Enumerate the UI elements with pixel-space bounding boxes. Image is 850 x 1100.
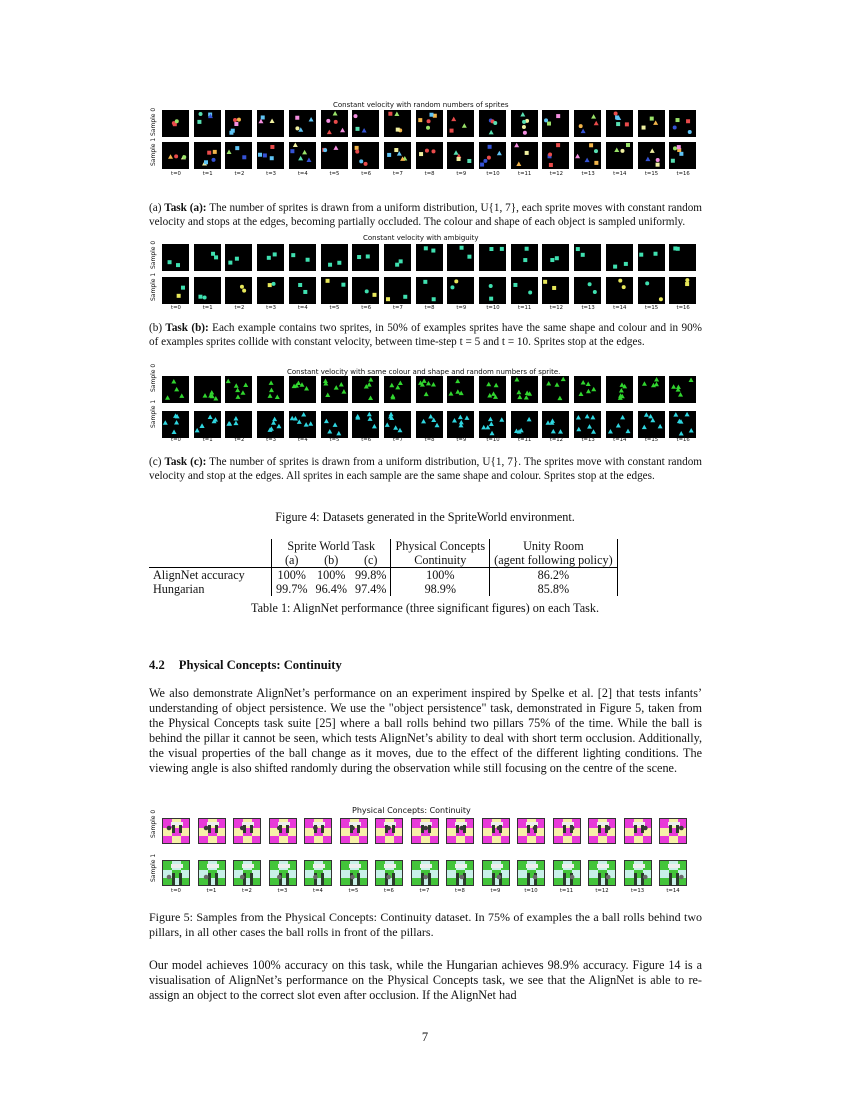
- table-sub-header: (b): [324, 553, 339, 567]
- frame-thumbnail: [669, 277, 696, 304]
- frame-thumbnail: [479, 244, 506, 271]
- frame-thumbnail: [269, 818, 297, 844]
- time-tick-label: t=3: [266, 305, 277, 311]
- time-tick-label: t=12: [595, 888, 609, 894]
- frame-thumbnail: [225, 142, 252, 169]
- frame-thumbnail: [225, 376, 252, 403]
- time-tick-label: t=9: [456, 437, 467, 443]
- frame-thumbnail: [588, 860, 616, 886]
- frame-thumbnail: [162, 860, 190, 886]
- panel-a-title: Constant velocity with random numbers of sprites: [333, 101, 509, 109]
- frame-thumbnail: [352, 142, 379, 169]
- frame-thumbnail: [257, 411, 284, 438]
- frame-thumbnail: [384, 142, 411, 169]
- panel-b-sample0-label: Sample 0: [150, 240, 157, 269]
- time-tick-label: t=1: [202, 305, 213, 311]
- frame-thumbnail: [352, 244, 379, 271]
- frame-thumbnail: [511, 142, 538, 169]
- frame-thumbnail: [340, 860, 368, 886]
- frame-thumbnail: [162, 376, 189, 403]
- frame-thumbnail: [194, 244, 221, 271]
- panel-b-caption-prefix: (b): [149, 322, 166, 334]
- time-tick-label: t=16: [676, 171, 690, 177]
- time-tick-label: t=3: [266, 171, 277, 177]
- frame-thumbnail: [479, 142, 506, 169]
- panel-c-title: Constant velocity with same colour and shape and random numbers of sprite.: [287, 368, 561, 376]
- frame-thumbnail: [233, 860, 261, 886]
- time-tick-label: t=1: [202, 171, 213, 177]
- time-tick-label: t=6: [361, 171, 372, 177]
- frame-thumbnail: [553, 860, 581, 886]
- time-tick-label: t=0: [171, 437, 181, 443]
- frame-thumbnail: [669, 376, 696, 403]
- frame-thumbnail: [194, 110, 221, 137]
- table-row: [149, 582, 617, 596]
- panel-a-sample0-label: Sample 0: [150, 107, 157, 136]
- frame-thumbnail: [198, 860, 226, 886]
- frame-thumbnail: [638, 244, 665, 271]
- frame-thumbnail: [511, 244, 538, 271]
- table-row: [149, 568, 617, 583]
- frame-thumbnail: [194, 142, 221, 169]
- panel-c-sample0-label: Sample 0: [150, 363, 157, 392]
- frame-thumbnail: [198, 818, 226, 844]
- frame-thumbnail: [574, 142, 601, 169]
- time-tick-label: t=10: [486, 305, 500, 311]
- table-group-header: Unity Room: [490, 539, 617, 553]
- frame-thumbnail: [606, 110, 633, 137]
- time-tick-label: t=12: [549, 305, 564, 311]
- frame-thumbnail: [416, 110, 443, 137]
- time-tick-label: t=11: [518, 437, 532, 443]
- frame-thumbnail: [511, 411, 538, 438]
- frame-thumbnail: [479, 110, 506, 137]
- time-tick-label: t=11: [518, 305, 532, 311]
- time-tick-label: t=3: [266, 437, 277, 443]
- frame-thumbnail: [606, 244, 633, 271]
- frame-thumbnail: [225, 277, 252, 304]
- paragraph-object-persistence: We also demonstrate AlignNet’s performance on an experiment inspired by Spelke et al. [2] that tests infants’ understanding of object persistence. We use the "object persistence" task, demonstrated in Figure 5, taken from the Physical Concepts task suite [25] where a ball rolls behind two pillars 75% of the time. While the ball is behind the pillar it cannot be seen, which tests AlignNet’s ability to deal with short term occlusion. Additionally, the visual properties of the ball change as it moves, due to the effect of the different lighting conditions. The viewing angle is also shifted randomly during the observation while still focusing on the centre of the scene.: [149, 686, 702, 776]
- frame-thumbnail: [479, 277, 506, 304]
- time-tick-label: t=15: [644, 437, 659, 443]
- frame-thumbnail: [606, 277, 633, 304]
- time-tick-label: t=0: [171, 888, 181, 894]
- table-cell: 96.4%: [315, 582, 347, 596]
- panel-b-title: Constant velocity with ambiguity: [363, 234, 479, 242]
- frame-thumbnail: [352, 110, 379, 137]
- time-tick-label: t=8: [424, 437, 435, 443]
- panel-a-caption: [149, 202, 702, 229]
- figure5-caption: Figure 5: Samples from the Physical Concepts: Continuity dataset. In 75% of examples the a ball rolls behind two pillars, in all other cases the ball rolls in front of the pillars.: [149, 910, 702, 939]
- frame-thumbnail: [289, 142, 316, 169]
- frame-thumbnail: [638, 411, 665, 438]
- frame-thumbnail: [269, 860, 297, 886]
- table-cell: 86.2%: [490, 568, 617, 583]
- time-tick-label: t=0: [171, 305, 181, 311]
- frame-thumbnail: [352, 376, 379, 403]
- frame-thumbnail: [669, 110, 696, 137]
- frame-thumbnail: [257, 277, 284, 304]
- frame-thumbnail: [411, 860, 439, 886]
- time-tick-label: t=9: [456, 305, 467, 311]
- table-cell: 85.8%: [490, 582, 617, 596]
- frame-thumbnail: [225, 411, 252, 438]
- frame-thumbnail: [482, 818, 510, 844]
- frame-thumbnail: [542, 142, 569, 169]
- frame-thumbnail: [542, 411, 569, 438]
- frame-thumbnail: [257, 110, 284, 137]
- frame-thumbnail: [416, 277, 443, 304]
- frame-thumbnail: [659, 860, 687, 886]
- table-cell: 99.7%: [272, 582, 312, 596]
- time-tick-label: t=15: [644, 305, 659, 311]
- table-cell: 100%: [272, 568, 312, 583]
- frame-thumbnail: [289, 277, 316, 304]
- time-tick-label: t=13: [581, 305, 595, 311]
- table-group-header: Sprite World Task: [272, 539, 391, 553]
- section-heading: [149, 658, 342, 673]
- table-sub-header: (c): [363, 553, 378, 567]
- frame-thumbnail: [606, 376, 633, 403]
- frame-thumbnail: [416, 411, 443, 438]
- time-tick-label: t=1: [206, 888, 217, 894]
- frame-thumbnail: [416, 142, 443, 169]
- frame-thumbnail: [225, 110, 252, 137]
- section-title: Physical Concepts: Continuity: [178, 658, 342, 672]
- frame-thumbnail: [352, 277, 379, 304]
- table-sub-header: Continuity: [391, 553, 490, 568]
- figure5-sample0-label: Sample 0: [150, 809, 157, 838]
- frame-thumbnail: [606, 411, 633, 438]
- frame-thumbnail: [233, 818, 261, 844]
- frame-thumbnail: [446, 818, 474, 844]
- frame-thumbnail: [447, 411, 474, 438]
- panel-c-caption-prefix: (c): [149, 456, 165, 468]
- results-table: [149, 539, 618, 596]
- frame-thumbnail: [304, 860, 332, 886]
- frame-thumbnail: [574, 110, 601, 137]
- time-tick-label: t=7: [419, 888, 430, 894]
- frame-thumbnail: [574, 244, 601, 271]
- frame-thumbnail: [553, 818, 581, 844]
- time-tick-label: t=7: [392, 305, 403, 311]
- table-sub-header: (a): [272, 553, 312, 568]
- frame-thumbnail: [659, 818, 687, 844]
- frame-thumbnail: [479, 411, 506, 438]
- frame-thumbnail: [257, 376, 284, 403]
- panel-c-caption-text: The number of sprites is drawn from a uniform distribution, U{1, 7}. The sprites move with constant random velocity and stop at the edges. All sprites in each sample are the same shape and colour. Sprites stop at the edges.: [149, 456, 703, 482]
- frame-thumbnail: [162, 244, 189, 271]
- frame-thumbnail: [384, 376, 411, 403]
- frame-thumbnail: [411, 818, 439, 844]
- time-tick-label: t=14: [613, 305, 627, 311]
- time-tick-label: t=12: [549, 437, 564, 443]
- time-tick-label: t=13: [581, 171, 595, 177]
- page-number: 7: [421, 1030, 429, 1044]
- frame-thumbnail: [384, 110, 411, 137]
- figure5-sample1-label: Sample 1: [150, 853, 157, 882]
- frame-thumbnail: [321, 110, 348, 137]
- time-tick-label: t=14: [613, 171, 627, 177]
- frame-thumbnail: [511, 376, 538, 403]
- panel-b-caption-text: Each example contains two sprites, in 50% of examples sprites have the same shape and colour and in 90% of examples sprites collide with constant velocity, between time-step t = 5 and t = 10. Sprites stop at the edges.: [149, 322, 703, 348]
- frame-thumbnail: [624, 860, 652, 886]
- frame-thumbnail: [162, 277, 189, 304]
- frame-thumbnail: [375, 860, 403, 886]
- time-tick-label: t=5: [348, 888, 359, 894]
- frame-thumbnail: [321, 411, 348, 438]
- time-tick-label: t=9: [456, 171, 467, 177]
- frame-thumbnail: [289, 411, 316, 438]
- time-tick-label: t=7: [392, 171, 403, 177]
- time-tick-label: t=2: [234, 437, 245, 443]
- frame-thumbnail: [542, 110, 569, 137]
- frame-thumbnail: [638, 376, 665, 403]
- panel-b-caption-bold: Task (b):: [165, 322, 209, 334]
- table-row-label: Hungarian: [153, 582, 205, 596]
- figure5-title: Physical Concepts: Continuity: [352, 806, 471, 815]
- panel-a-sample1-label: Sample 1: [150, 137, 157, 166]
- time-tick-label: t=15: [644, 171, 659, 177]
- time-tick-label: t=5: [329, 305, 340, 311]
- panel-a-caption-text: The number of sprites is drawn from a uniform distribution, U{1, 7}, each sprite moves with constant random velocity and stops at the edges, becoming partially occluded. The colour and shape of each object is sampled uniformly.: [149, 202, 702, 228]
- frame-thumbnail: [321, 142, 348, 169]
- time-tick-label: t=16: [676, 437, 690, 443]
- frame-thumbnail: [542, 277, 569, 304]
- panel-c-sample1-label: Sample 1: [150, 399, 157, 428]
- frame-thumbnail: [574, 411, 601, 438]
- time-tick-label: t=14: [613, 437, 627, 443]
- frame-thumbnail: [542, 376, 569, 403]
- frame-thumbnail: [416, 376, 443, 403]
- frame-thumbnail: [479, 376, 506, 403]
- frame-thumbnail: [447, 110, 474, 137]
- frame-thumbnail: [574, 277, 601, 304]
- table-sub-header: (agent following policy): [490, 553, 617, 568]
- panel-b-caption: [149, 322, 702, 349]
- time-tick-label: t=14: [666, 888, 680, 894]
- table1-caption: Table 1: AlignNet performance (three significant figures) on each Task.: [251, 601, 599, 615]
- frame-thumbnail: [447, 376, 474, 403]
- frame-thumbnail: [257, 244, 284, 271]
- frame-thumbnail: [257, 142, 284, 169]
- time-tick-label: t=2: [242, 888, 252, 894]
- time-tick-label: t=5: [329, 171, 340, 177]
- time-tick-label: t=12: [549, 171, 564, 177]
- frame-thumbnail: [162, 110, 189, 137]
- time-tick-label: t=5: [329, 437, 340, 443]
- frame-thumbnail: [340, 818, 368, 844]
- time-tick-label: t=4: [313, 888, 323, 894]
- frame-thumbnail: [352, 411, 379, 438]
- frame-thumbnail: [669, 244, 696, 271]
- table-row-label: AlignNet accuracy: [153, 568, 245, 582]
- table-sub-header-row: [149, 553, 617, 568]
- time-tick-label: t=13: [581, 437, 595, 443]
- frame-thumbnail: [517, 860, 545, 886]
- frame-thumbnail: [482, 860, 510, 886]
- frame-thumbnail: [511, 277, 538, 304]
- table-cell: 99.8%: [354, 568, 387, 582]
- frame-thumbnail: [194, 376, 221, 403]
- time-tick-label: t=6: [361, 437, 372, 443]
- frame-thumbnail: [669, 411, 696, 438]
- frame-thumbnail: [447, 244, 474, 271]
- time-tick-label: t=2: [234, 171, 245, 177]
- frame-thumbnail: [588, 818, 616, 844]
- time-tick-label: t=11: [559, 888, 574, 894]
- panel-a-caption-prefix: (a): [149, 202, 165, 214]
- time-tick-label: t=4: [297, 171, 308, 177]
- frame-thumbnail: [289, 110, 316, 137]
- frame-thumbnail: [321, 244, 348, 271]
- frame-thumbnail: [574, 376, 601, 403]
- frame-thumbnail: [289, 244, 316, 271]
- frame-thumbnail: [162, 411, 189, 438]
- frame-thumbnail: [384, 411, 411, 438]
- frame-thumbnail: [384, 244, 411, 271]
- time-tick-label: t=11: [518, 171, 532, 177]
- table-cell: 100%: [391, 568, 490, 583]
- time-tick-label: t=6: [384, 888, 394, 894]
- time-tick-label: t=4: [297, 305, 308, 311]
- frame-thumbnail: [606, 142, 633, 169]
- time-tick-label: t=9: [490, 888, 501, 894]
- table-cell: 97.4%: [354, 582, 387, 596]
- figure4-caption: Figure 4: Datasets generated in the SpriteWorld environment.: [275, 510, 575, 524]
- frame-thumbnail: [304, 818, 332, 844]
- frame-thumbnail: [446, 860, 474, 886]
- frame-thumbnail: [289, 376, 316, 403]
- table-group-header-row: [149, 539, 617, 553]
- frame-thumbnail: [416, 244, 443, 271]
- panel-a-caption-bold: Task (a):: [164, 202, 207, 214]
- panel-b-sample1-label: Sample 1: [150, 272, 157, 301]
- frame-thumbnail: [194, 277, 221, 304]
- time-tick-label: t=2: [234, 305, 245, 311]
- frame-thumbnail: [517, 818, 545, 844]
- frame-thumbnail: [542, 244, 569, 271]
- paragraph-results: Our model achieves 100% accuracy on this task, while the Hungarian achieves 98.9% accuracy. Figure 14 is a visualisation of AlignNet’s performance on the Physical Concepts task, we see that the AlignNet is able to re-assign an object to the correct slot even after occlusion. If the AlignNet had: [149, 958, 702, 1003]
- frame-thumbnail: [638, 277, 665, 304]
- frame-thumbnail: [384, 277, 411, 304]
- frame-thumbnail: [162, 818, 190, 844]
- time-tick-label: t=10: [524, 888, 538, 894]
- panel-c-caption-bold: Task (c):: [164, 456, 207, 468]
- frame-thumbnail: [321, 376, 348, 403]
- time-tick-label: t=6: [361, 305, 372, 311]
- frame-thumbnail: [638, 110, 665, 137]
- frame-thumbnail: [447, 277, 474, 304]
- frame-thumbnail: [638, 142, 665, 169]
- frame-thumbnail: [194, 411, 221, 438]
- panel-c-caption: [149, 456, 702, 483]
- table-cell: 100%: [317, 568, 346, 582]
- time-tick-label: t=16: [676, 305, 690, 311]
- frame-thumbnail: [225, 244, 252, 271]
- time-tick-label: t=7: [392, 437, 403, 443]
- time-tick-label: t=10: [486, 171, 500, 177]
- time-tick-label: t=13: [630, 888, 645, 894]
- section-number: 4.2: [149, 658, 165, 672]
- time-tick-label: t=3: [277, 888, 288, 894]
- time-tick-label: t=4: [297, 437, 308, 443]
- frame-thumbnail: [162, 142, 189, 169]
- frame-thumbnail: [447, 142, 474, 169]
- frame-thumbnail: [375, 818, 403, 844]
- time-tick-label: t=10: [486, 437, 500, 443]
- time-tick-label: t=8: [424, 305, 435, 311]
- time-tick-label: t=8: [455, 888, 465, 894]
- frame-thumbnail: [511, 110, 538, 137]
- time-tick-label: t=0: [171, 171, 181, 177]
- frame-thumbnail: [624, 818, 652, 844]
- time-tick-label: t=8: [424, 171, 435, 177]
- time-tick-label: t=1: [202, 437, 213, 443]
- table-cell: 98.9%: [391, 582, 490, 596]
- frame-thumbnail: [321, 277, 348, 304]
- table-group-header: Physical Concepts: [391, 539, 490, 553]
- frame-thumbnail: [669, 142, 696, 169]
